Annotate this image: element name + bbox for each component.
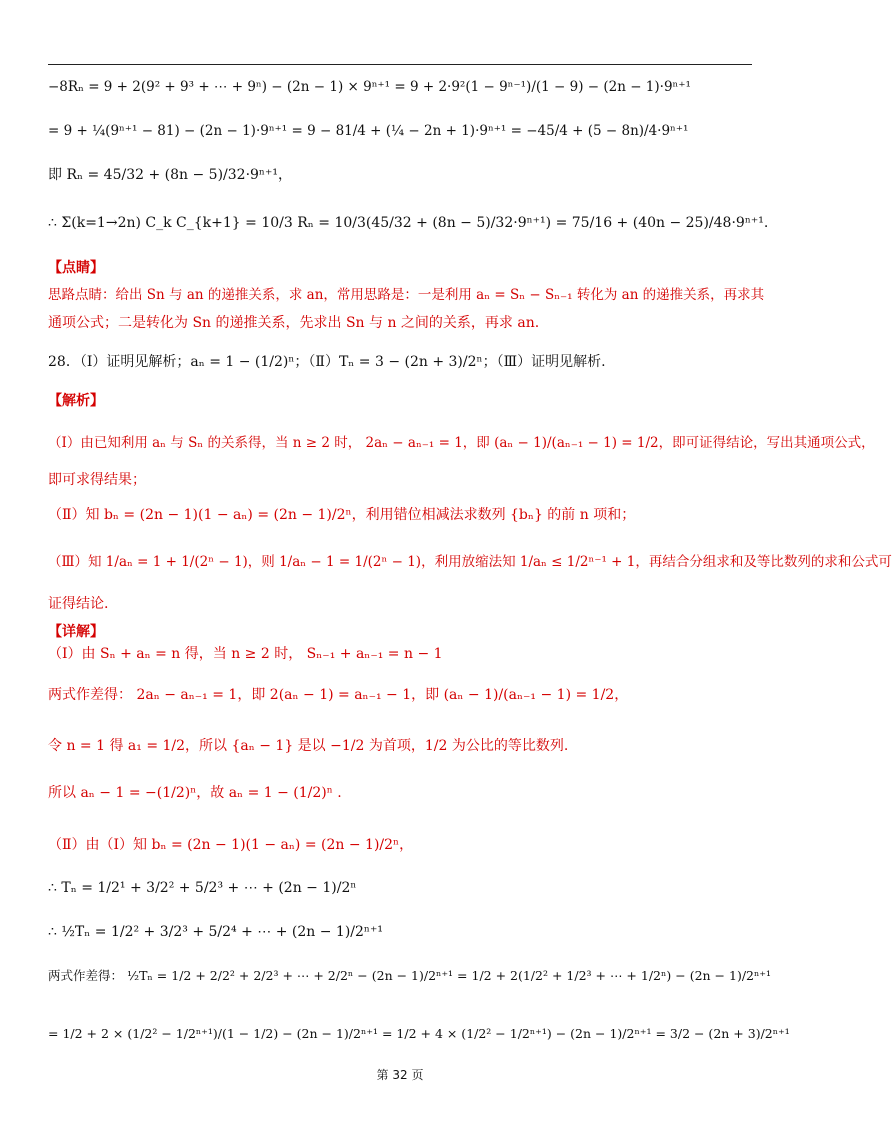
section-heading-jiexi: 【解析】 [48, 393, 104, 409]
jiexi-part1-cont: 即可求得结果； [48, 472, 146, 488]
dianjing-text-1: 思路点睛：给出 Sn 与 an 的递推关系，求 an，常用思路是：一是利用 aₙ = Sₙ − Sₙ₋₁ 转化为 an 的递推关系，再求其 [48, 287, 765, 303]
sum-t-n: ∴ Tₙ = 1/2¹ + 3/2² + 5/2³ + ⋯ + (2n − 1)/2ⁿ [48, 880, 357, 896]
jiexi-part3: （Ⅲ）知 1/aₙ = 1 + 1/(2ⁿ − 1)，则 1/aₙ − 1 = 1/(2ⁿ − 1)，利用放缩法知 1/aₙ ≤ 1/2ⁿ⁻¹ + 1，再结合分组求和及等比数列的求和公式可 [48, 554, 892, 570]
xiangjie-part2-intro: （Ⅱ）由（Ⅰ）知 bₙ = (2n − 1)(1 − aₙ) = (2n − 1)/2ⁿ， [48, 837, 414, 853]
difference-equation: 两式作差得： ½Tₙ = 1/2 + 2/2² + 2/2³ + ⋯ + 2/2ⁿ − (2n − 1)/2ⁿ⁺¹ = 1/2 + 2(1/2² + 1/2³ + ⋯ + 1/2ⁿ) − (2n − 1)/2ⁿ⁺¹ [48, 968, 772, 983]
xiangjie-step4: 所以 aₙ − 1 = −(1/2)ⁿ，故 aₙ = 1 − (1/2)ⁿ . [48, 785, 342, 801]
jiexi-part1: （Ⅰ）由已知利用 aₙ 与 Sₙ 的关系得，当 n ≥ 2 时， 2aₙ − aₙ₋₁ = 1，即 (aₙ − 1)/(aₙ₋₁ − 1) = 1/2，即可证得结论，写出其通项公式， [48, 435, 875, 451]
xiangjie-step1: （Ⅰ）由 Sₙ + aₙ = n 得，当 n ≥ 2 时， Sₙ₋₁ + aₙ₋₁ = n − 1 [48, 646, 443, 662]
xiangjie-step2: 两式作差得： 2aₙ − aₙ₋₁ = 1，即 2(aₙ − 1) = aₙ₋₁ − 1，即 (aₙ − 1)/(aₙ₋₁ − 1) = 1/2， [48, 687, 629, 703]
final-equation: = 1/2 + 2 × (1/2² − 1/2ⁿ⁺¹)/(1 − 1/2) − (2n − 1)/2ⁿ⁺¹ = 1/2 + 4 × (1/2² − 1/2ⁿ⁺¹) − (2n − 1)/2ⁿ⁺¹ = 3/2 − (2n + 3)/2ⁿ⁺¹ [48, 1026, 790, 1041]
equation-line-1: −8Rₙ = 9 + 2(9² + 9³ + ⋯ + 9ⁿ) − (2n − 1) × 9ⁿ⁺¹ = 9 + 2·9²(1 − 9ⁿ⁻¹)/(1 − 9) − (2n − 1)·9ⁿ⁺¹ [48, 79, 691, 95]
xiangjie-step3: 令 n = 1 得 a₁ = 1/2，所以 {aₙ − 1} 是以 −1/2 为首项，1/2 为公比的等比数列. [48, 738, 569, 754]
jiexi-part3-cont: 证得结论. [48, 596, 109, 612]
page-number: 第 32 页 [376, 1068, 424, 1082]
jiexi-part2: （Ⅱ）知 bₙ = (2n − 1)(1 − aₙ) = (2n − 1)/2ⁿ，利用错位相减法求数列 {bₙ} 的前 n 项和； [48, 507, 636, 523]
equation-line-4: ∴ Σ(k=1→2n) C_k C_{k+1} = 10/3 Rₙ = 10/3(45/32 + (8n − 5)/32·9ⁿ⁺¹) = 75/16 + (40n − 25)/48·9ⁿ⁺¹. [48, 215, 769, 231]
dianjing-text-2: 通项公式；二是转化为 Sn 的递推关系，先求出 Sn 与 n 之间的关系，再求 an. [48, 315, 540, 331]
answer-28-summary: 28．（Ⅰ）证明见解析；aₙ = 1 − (1/2)ⁿ；（Ⅱ）Tₙ = 3 − (2n + 3)/2ⁿ；（Ⅲ）证明见解析. [48, 354, 606, 370]
half-sum-t-n: ∴ ½Tₙ = 1/2² + 3/2³ + 5/2⁴ + ⋯ + (2n − 1)/2ⁿ⁺¹ [48, 924, 383, 940]
header-rule [48, 64, 752, 65]
equation-line-2: = 9 + ¼(9ⁿ⁺¹ − 81) − (2n − 1)·9ⁿ⁺¹ = 9 − 81/4 + (¼ − 2n + 1)·9ⁿ⁺¹ = −45/4 + (5 − 8n)/4·9ⁿ⁺¹ [48, 123, 689, 139]
equation-line-3: 即 Rₙ = 45/32 + (8n − 5)/32·9ⁿ⁺¹， [48, 167, 292, 183]
section-heading-dianjing: 【点睛】 [48, 260, 104, 276]
section-heading-xiangjie: 【详解】 [48, 624, 104, 640]
